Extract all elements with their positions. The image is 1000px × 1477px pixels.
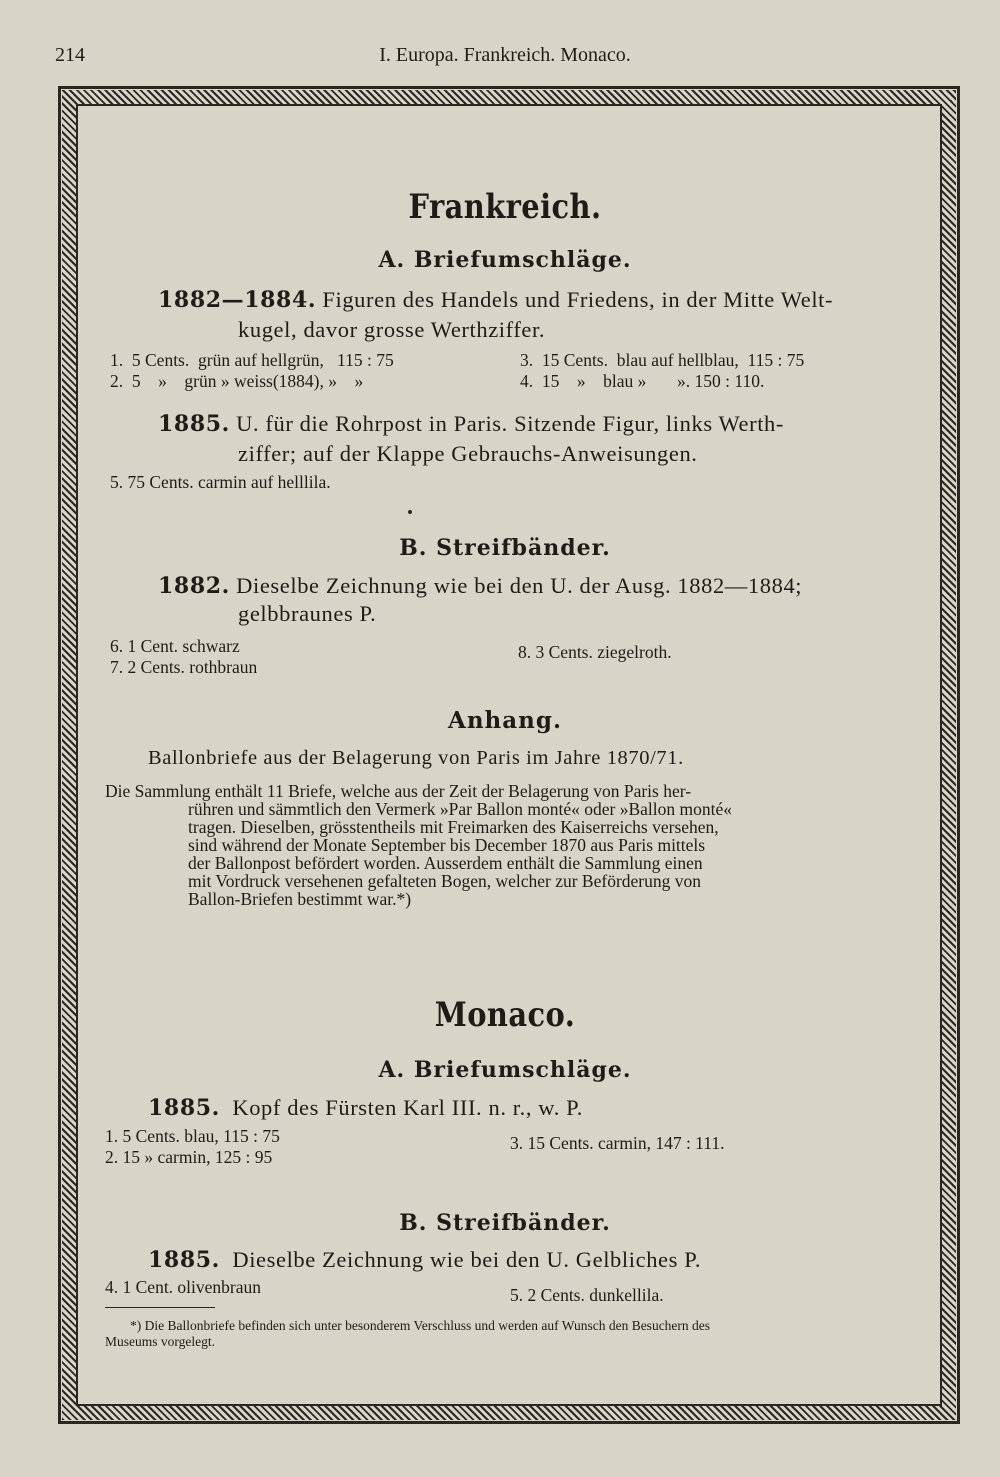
section-title-briefumschlaege-monaco: A. Briefumschläge. <box>378 1057 632 1083</box>
issue-description-cont: gelbbraunes P. <box>238 601 377 626</box>
stamp-entry: 4. 15 » blau » ». 150 : 110. <box>520 371 765 391</box>
issue-heading <box>158 411 784 437</box>
issue-heading <box>148 1247 701 1273</box>
anhang-text-line: der Ballonpost befördert worden. Ausserdem enthält die Sammlung einen <box>188 853 703 873</box>
issue-year: 1885. <box>148 1247 220 1273</box>
issue-year: 1882—1884. <box>158 287 317 313</box>
running-head: I. Europa. Frankreich. Monaco. <box>379 44 631 66</box>
anhang-text-line: rühren und sämmtlich den Vermerk »Par Ballon monté« oder »Ballon monté« <box>188 799 733 819</box>
stamp-entry: 6. 1 Cent. schwarz <box>110 636 240 656</box>
section-title-streifbaender-frankreich: B. Streifbänder. <box>399 535 611 561</box>
page-number: 214 <box>55 44 85 66</box>
section-title-streifbaender-monaco: B. Streifbänder. <box>399 1210 611 1236</box>
anhang-text-line: Ballon-Briefen bestimmt war.*) <box>188 889 412 909</box>
stamp-entry: 2. 5 » grün » weiss(1884), » » <box>110 371 364 391</box>
anhang-text-line: tragen. Dieselben, grösstentheils mit Freimarken des Kaiserreichs versehen, <box>188 817 719 837</box>
stamp-entry: 2. 15 » carmin, 125 : 95 <box>105 1147 273 1167</box>
country-title-frankreich: Frankreich. <box>408 187 602 227</box>
stamp-entry: 7. 2 Cents. rothbraun <box>110 657 258 677</box>
issue-year: 1885. <box>158 411 230 437</box>
stamp-entry: 8. 3 Cents. ziegelroth. <box>518 642 672 662</box>
footnote-line: *) Die Ballonbriefe befinden sich unter besonderem Verschluss und werden auf Wunsch den Besuchern des <box>130 1318 711 1333</box>
issue-heading <box>158 573 802 599</box>
footnote-rule <box>105 1307 215 1308</box>
anhang-text-line: mit Vordruck versehenen gefalteten Bogen, welcher zur Beförderung von <box>188 871 701 891</box>
anhang-text-line: sind während der Monate September bis December 1870 aus Paris mittels <box>188 835 706 855</box>
issue-description: Dieselbe Zeichnung wie bei den U. der Ausg. 1882—1884; <box>236 573 803 598</box>
stamp-entry: 1. 5 Cents. blau, 115 : 75 <box>105 1126 280 1146</box>
issue-description: Kopf des Fürsten Karl III. n. r., w. P. <box>232 1095 583 1120</box>
issue-description: Figuren des Handels und Friedens, in der Mitte Welt- <box>322 287 834 312</box>
stamp-entry: 5. 2 Cents. dunkellila. <box>510 1285 664 1305</box>
issue-heading <box>148 1095 583 1121</box>
anhang-text-line: Die Sammlung enthält 11 Briefe, welche aus der Zeit der Belagerung von Paris her- <box>105 781 692 801</box>
stamp-entry: 1. 5 Cents. grün auf hellgrün, 115 : 75 <box>110 350 394 370</box>
stamp-entry: 4. 1 Cent. olivenbraun <box>105 1277 262 1297</box>
issue-description-cont: ziffer; auf der Klappe Gebrauchs-Anweisungen. <box>238 441 698 466</box>
section-title-briefumschlaege-frankreich: A. Briefumschläge. <box>378 247 632 273</box>
page-header <box>55 44 955 74</box>
stamp-entry: 5. 75 Cents. carmin auf helllila. <box>110 472 331 492</box>
issue-year: 1885. <box>148 1095 220 1121</box>
section-title-anhang: Anhang. <box>447 707 562 734</box>
issue-description: Dieselbe Zeichnung wie bei den U. Gelbliches P. <box>232 1247 702 1272</box>
separator-dot <box>408 510 412 514</box>
issue-description: U. für die Rohrpost in Paris. Sitzende Figur, links Werth- <box>236 411 784 436</box>
stamp-entry: 3. 15 Cents. carmin, 147 : 111. <box>510 1133 725 1153</box>
country-title-monaco: Monaco. <box>434 995 576 1035</box>
issue-year: 1882. <box>158 573 230 599</box>
footnote-line: Museums vorgelegt. <box>105 1334 215 1349</box>
issue-description-cont: kugel, davor grosse Werthziffer. <box>238 317 546 342</box>
stamp-entry: 3. 15 Cents. blau auf hellblau, 115 : 75 <box>520 350 805 370</box>
anhang-subtitle: Ballonbriefe aus der Belagerung von Paris im Jahre 1870/71. <box>148 747 684 769</box>
issue-heading <box>158 287 833 313</box>
